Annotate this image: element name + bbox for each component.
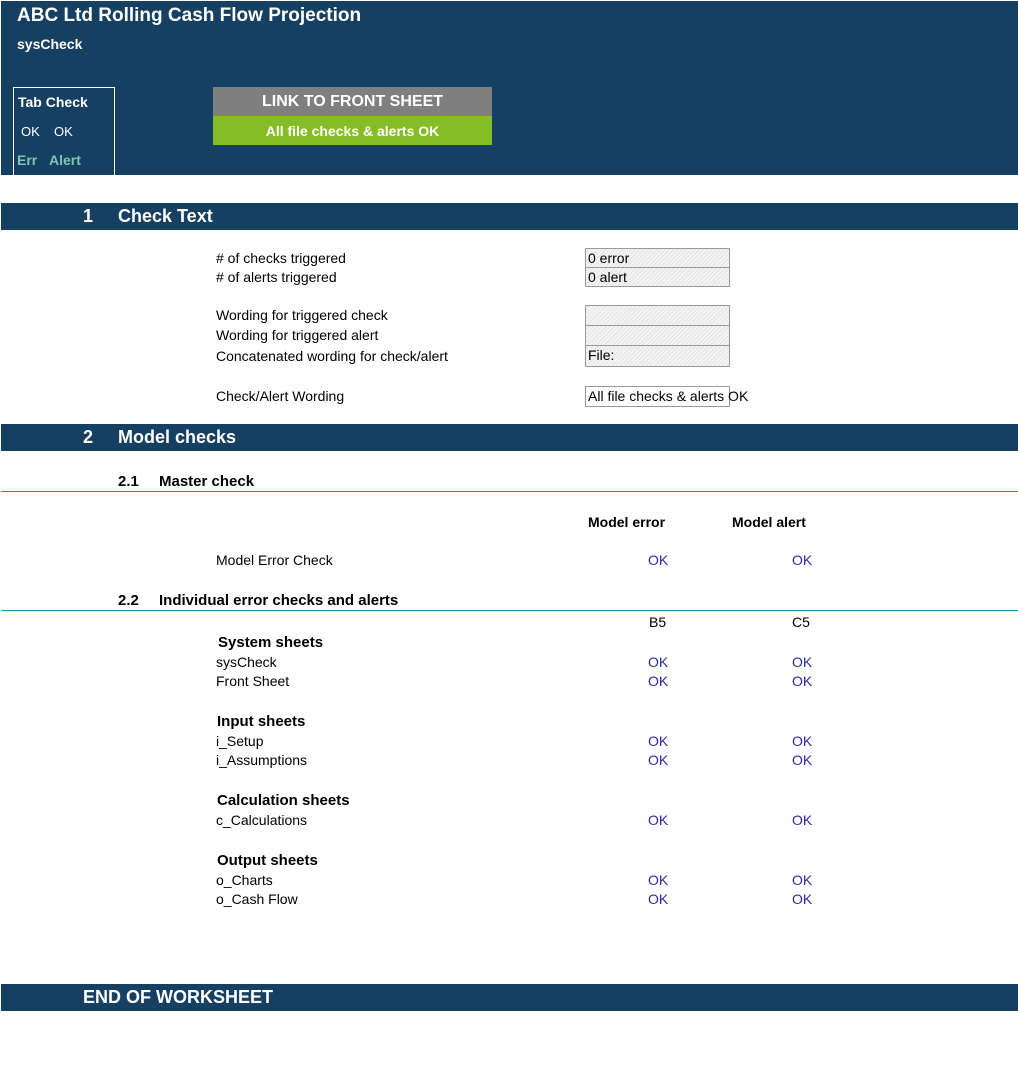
alerts-triggered-label: # of alerts triggered <box>216 269 337 285</box>
concatenated-wording-value[interactable]: File: <box>585 345 730 367</box>
row-label-i-setup: i_Setup <box>216 733 264 749</box>
end-of-worksheet: END OF WORKSHEET <box>83 987 274 1007</box>
section-1-number: 1 <box>83 206 94 226</box>
row-error-i-assumptions: OK <box>648 752 669 768</box>
status-banner <box>213 116 492 145</box>
subsection-2-2-rule <box>1 610 1018 611</box>
subsection-2-1-number: 2.1 <box>118 473 139 490</box>
row-alert-i-setup: OK <box>792 733 813 749</box>
check-alert-wording-value[interactable] <box>585 386 749 407</box>
row-label-i-assumptions: i_Assumptions <box>216 752 308 768</box>
model-error-header: Model error <box>588 514 666 530</box>
subsection-2-1-rule <box>1 491 1018 492</box>
header-band <box>1 1 1018 175</box>
row-alert-i-assumptions: OK <box>792 752 813 768</box>
row-label-c-calculations: c_Calculations <box>216 812 308 828</box>
tab-check-err-label: Err <box>17 152 38 168</box>
section-2-title: Model checks <box>118 427 237 447</box>
row-error-o-charts: OK <box>648 872 669 888</box>
row-error-front-sheet: OK <box>648 673 669 689</box>
model-error-check-error: OK <box>648 552 669 568</box>
row-error-i-setup: OK <box>648 733 669 749</box>
link-to-front-sheet-button[interactable] <box>213 87 492 116</box>
section-2-number: 2 <box>83 427 94 447</box>
model-error-check-label: Model Error Check <box>216 552 333 568</box>
row-alert-o-cash-flow: OK <box>792 891 813 907</box>
wording-check-label: Wording for triggered check <box>216 307 388 323</box>
check-alert-wording-label: Check/Alert Wording <box>216 388 345 404</box>
row-label-o-cash-flow: o_Cash Flow <box>216 891 298 907</box>
row-alert-c-calculations: OK <box>792 812 813 828</box>
subsection-2-2-number: 2.2 <box>118 592 139 609</box>
row-label-o-charts: o_Charts <box>216 872 273 888</box>
cell-ref-alert: C5 <box>792 614 810 630</box>
row-error-c-calculations: OK <box>648 812 669 828</box>
tab-check-alert-label: Alert <box>49 152 81 168</box>
wording-alert-label: Wording for triggered alert <box>216 327 379 343</box>
concatenated-wording-label: Concatenated wording for check/alert <box>216 348 448 364</box>
row-alert-front-sheet: OK <box>792 673 813 689</box>
sheet-name: sysCheck <box>17 36 83 52</box>
group-title-system: System sheets <box>218 634 324 651</box>
row-label-front-sheet: Front Sheet <box>216 673 290 689</box>
checks-triggered-value[interactable]: 0 error <box>585 248 730 268</box>
page-title: ABC Ltd Rolling Cash Flow Projection <box>17 5 362 26</box>
wording-check-value[interactable] <box>585 305 730 326</box>
row-alert-syscheck: OK <box>792 654 813 670</box>
row-label-syscheck: sysCheck <box>216 654 277 670</box>
alerts-triggered-value[interactable]: 0 alert <box>585 267 730 287</box>
group-title-calculation: Calculation sheets <box>217 792 350 809</box>
status-banner-text: All file checks & alerts OK <box>265 122 440 139</box>
link-to-front-sheet-label: LINK TO FRONT SHEET <box>261 92 444 110</box>
wording-alert-value[interactable] <box>585 325 730 346</box>
model-alert-header: Model alert <box>732 514 806 530</box>
group-title-output: Output sheets <box>217 852 318 869</box>
checks-triggered-label: # of checks triggered <box>216 250 346 266</box>
subsection-2-1-title: Master check <box>159 473 255 490</box>
tab-check-title: Tab Check <box>18 94 88 110</box>
check-alert-wording-text: All file checks & alerts OK <box>588 388 749 404</box>
section-1-title: Check Text <box>118 206 213 226</box>
tab-check-alert-value: OK <box>54 124 73 139</box>
row-alert-o-charts: OK <box>792 872 813 888</box>
cell-ref-error: B5 <box>649 614 667 630</box>
tab-check-err-value: OK <box>21 124 40 139</box>
row-error-syscheck: OK <box>648 654 669 670</box>
row-error-o-cash-flow: OK <box>648 891 669 907</box>
model-error-check-alert: OK <box>792 552 813 568</box>
subsection-2-2-title: Individual error checks and alerts <box>159 592 399 609</box>
group-title-input: Input sheets <box>217 713 306 730</box>
